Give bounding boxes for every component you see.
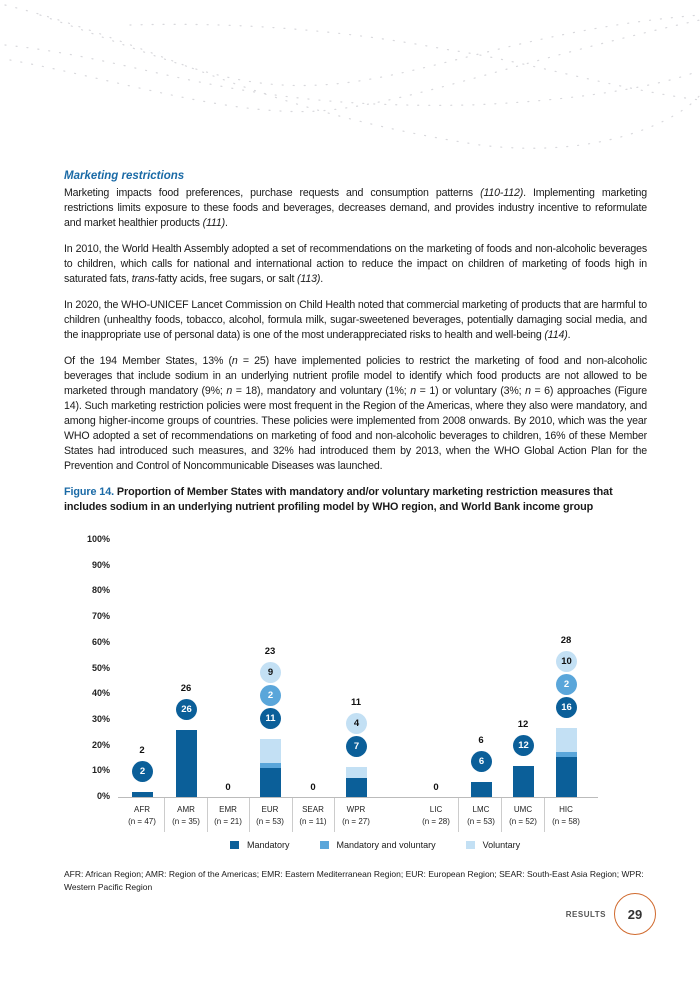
bar-total-label: 0 (310, 782, 316, 793)
category-label: UMC (n = 52) (509, 805, 537, 826)
y-tick-label: 10% (91, 765, 110, 776)
bar-segment-mandatory (346, 778, 367, 797)
section-label: RESULTS (565, 909, 606, 919)
value-bubble-mandatory: 6 (471, 751, 492, 772)
y-tick-label: 50% (91, 662, 110, 673)
value-bubble-voluntary: 10 (556, 651, 577, 672)
decorative-dotted-waves (0, 0, 700, 160)
paragraph: Of the 194 Member States, 13% (n = 25) have implemented policies to restrict the marketing of food and non-alcoholic beverages that include sodium in an underlying nutrient profile model to identify which food products are not allowed to be marketed through mandatory (9%; n = 18), mandatory and voluntary (1%; n = 1) or voluntary (3%; n = 6) approaches (Figure 14). Such marketing restriction policies were most frequent in the Region of the Americas, where they also were mandatory, and among higher-income groups of countries. These policies were implemented from 2008 onwards. By 2010, which was the year WHO adopted a set of recommendations on marketing of food and non-alcoholic beverages to children, 16% of these Member States had introduced such measures, and 32% had introduced them by 2013, when the WHO Global Action Plan for the Prevention and Control of Noncommunicable Diseases was launched. (64, 355, 647, 472)
category-label: AMR (n = 35) (172, 805, 200, 826)
value-bubble-mandatory: 16 (556, 697, 577, 718)
bar-segment-voluntary (346, 767, 367, 778)
bar-total-label: 0 (433, 782, 439, 793)
legend-label: Mandatory (247, 840, 290, 850)
value-bubble-mandatory: 7 (346, 736, 367, 757)
category-label: SEAR (n = 11) (299, 805, 327, 826)
legend-item-mandatory (230, 840, 290, 850)
bar-total-label: 11 (350, 697, 362, 709)
bar-total-label: 0 (225, 782, 231, 793)
value-bubble-mandatory: 26 (176, 699, 197, 720)
bar-segment-mandatory (471, 782, 492, 797)
page-number: 29 (627, 906, 643, 922)
bar-segment-voluntary (556, 728, 577, 753)
legend-label: Mandatory and voluntary (336, 840, 436, 850)
bar-segment-mandatory (556, 757, 577, 797)
value-bubble-voluntary: 9 (260, 662, 281, 683)
legend-swatch-mandatory-and-voluntary (320, 841, 329, 849)
page-footer (566, 893, 656, 935)
value-bubble-mandatory-and-voluntary: 2 (556, 674, 577, 695)
category-label: EMR (n = 21) (214, 805, 242, 826)
legend-item-voluntary (466, 840, 521, 850)
value-bubble-mandatory: 2 (132, 761, 153, 782)
x-axis-line (381, 797, 598, 798)
bar-segment-mandatory (260, 768, 281, 797)
paragraph: Marketing impacts food preferences, purchase requests and consumption patterns (110-112). Implementing marketing restrictions limits exposure to these foods and beverages, decreases demand, and provides industry incentive to reformulate and market healthier products (111). (64, 187, 648, 229)
value-bubble-voluntary: 4 (346, 713, 367, 734)
category-label: LIC (n = 28) (422, 805, 450, 826)
legend-swatch-mandatory (230, 841, 239, 849)
y-tick-label: 40% (91, 688, 110, 699)
bar-segment-mandatory (513, 766, 534, 797)
bar-total-label: 2 (139, 744, 145, 756)
y-tick-label: 90% (91, 559, 110, 570)
bar-total-label: 12 (517, 719, 529, 731)
category-label: HIC (n = 58) (552, 805, 580, 826)
page-number-circle (614, 893, 656, 935)
legend-label: Voluntary (482, 840, 521, 850)
value-bubble-mandatory: 11 (260, 708, 281, 729)
chart-legend (230, 840, 520, 850)
bar-total-label: 26 (180, 683, 192, 695)
y-tick-label: 30% (91, 713, 110, 724)
category-label: WPR (n = 27) (342, 805, 370, 826)
paragraph: In 2010, the World Health Assembly adopted a set of recommendations on the marketing of foods and non-alcoholic beverages to children, which calls for national and international action to reduce the impact on children of marketing of foods high in saturated fats, trans-fatty acids, free sugars, or salt (113). (64, 243, 647, 285)
main-content (64, 170, 647, 514)
y-tick-label: 60% (91, 636, 110, 647)
figure-footnote: AFR: African Region; AMR: Region of the Americas; EMR: Eastern Mediterranean Region; EUR: European Region; SEAR: South-East Asia Region; WPR: Western Pacific Region (64, 869, 644, 892)
section-title: Marketing restrictions (64, 170, 185, 182)
figure-title: Proportion of Member States with mandatory and/or voluntary marketing restriction measures that includes sodium in an underlying nutrient profiling model by WHO region, and World Bank income group (64, 486, 613, 513)
value-bubble-mandatory: 12 (513, 735, 534, 756)
category-label: EUR (n = 53) (256, 805, 284, 826)
y-tick-label: 0% (96, 791, 110, 801)
stacked-bar-chart (0, 530, 700, 860)
y-tick-label: 80% (91, 585, 110, 596)
category-label: LMC (n = 53) (467, 805, 495, 826)
bar-segment-mandatory (176, 730, 197, 797)
bar-total-label: 28 (560, 634, 572, 646)
value-bubble-mandatory-and-voluntary: 2 (260, 685, 281, 706)
figure-label: Figure 14. (64, 486, 115, 498)
bar-segment-mandatory-and-voluntary (556, 752, 577, 757)
y-tick-label: 20% (91, 739, 110, 750)
y-tick-label: 100% (86, 534, 110, 544)
bar-total-label: 6 (478, 734, 484, 746)
bar-segment-mandatory (132, 792, 153, 797)
bar-segment-voluntary (260, 739, 281, 763)
bar-total-label: 23 (264, 646, 276, 658)
legend-swatch-voluntary (466, 841, 475, 849)
category-label: AFR (n = 47) (128, 805, 156, 826)
figure-caption (64, 485, 647, 514)
y-tick-label: 70% (91, 611, 110, 622)
bar-segment-mandatory-and-voluntary (260, 763, 281, 768)
legend-item-mandatory-and-voluntary (320, 840, 436, 850)
paragraph: In 2020, the WHO-UNICEF Lancet Commission on Child Health noted that commercial marketing of products that are harmful to children (unhealthy foods, tobacco, alcohol, formula milk, sugar-sweetened beverages, potentially damaging social media, and the inappropriate use of personal data) is one of the most underappreciated risks to health and well-being (114). (64, 299, 647, 341)
